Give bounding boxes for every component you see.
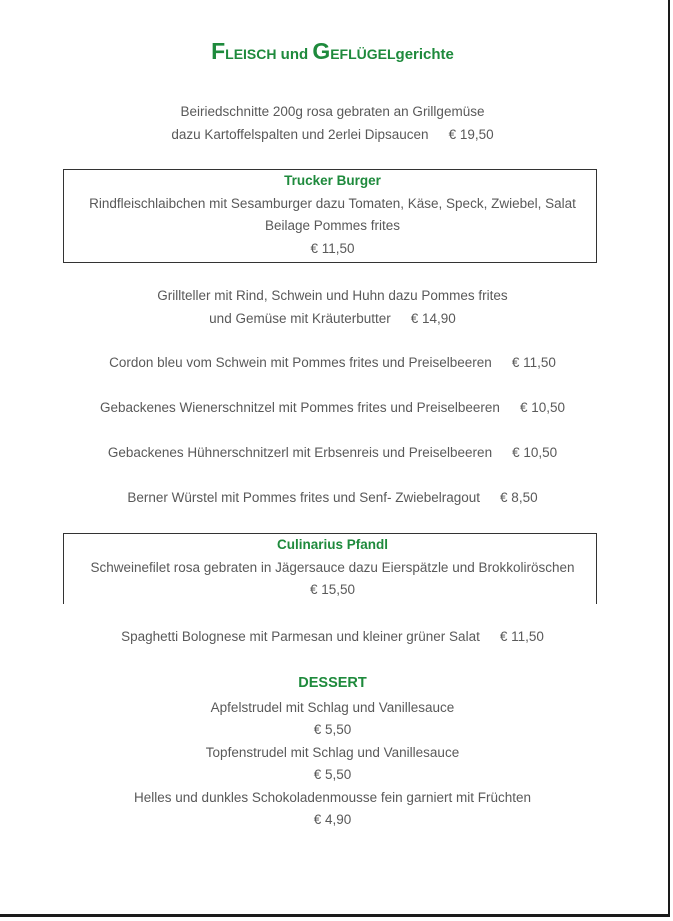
title-word-gefluegel: EFLÜGEL — [330, 46, 396, 62]
menu-item-spaghetti-bolognese — [0, 626, 665, 648]
title-initial-g: G — [312, 38, 331, 64]
menu-item-price: € 11,50 — [511, 355, 556, 370]
menu-item-text: Gebackenes Wienerschnitzel mit Pommes frites und Preiselbeeren — [100, 400, 500, 415]
dessert-item-schokoladenmousse: Helles und dunkles Schokoladenmousse fein garniert mit Früchten — [134, 790, 531, 805]
menu-item-price: € 8,50 — [500, 490, 538, 505]
menu-item-price: € 10,50 — [512, 445, 558, 460]
menu-item-text: Cordon bleu vom Schwein mit Pommes frites und Preiselbeeren — [109, 355, 492, 370]
menu-item-price: € 11,50 — [499, 629, 544, 644]
section-title-dessert: DESSERT — [298, 675, 367, 691]
menu-item-trucker-burger-price: € 11,50 — [310, 241, 355, 256]
menu-item-beiriedschnitte-line2 — [0, 124, 665, 146]
dessert-item-apfelstrudel: Apfelstrudel mit Schlag und Vanillesauce — [210, 700, 455, 715]
dessert-item-apfelstrudel-price: € 5,50 — [313, 722, 352, 737]
menu-item-grillteller-line1: Grillteller mit Rind, Schwein und Huhn dazu Pommes frites — [157, 288, 508, 303]
menu-item-grillteller-line2 — [0, 308, 665, 330]
dessert-item-schokoladenmousse-price: € 4,90 — [313, 812, 352, 827]
menu-item-text: und Gemüse mit Kräuterbutter — [209, 311, 391, 326]
menu-item-text: Spaghetti Bolognese mit Parmesan und kleiner grüner Salat — [121, 629, 480, 644]
title-word-fleisch: LEISCH — [225, 46, 277, 62]
menu-item-culinarius-pfandl-price: € 15,50 — [309, 582, 356, 597]
page-title — [0, 38, 665, 65]
menu-item-beiriedschnitte-line1: Beiriedschnitte 200g rosa gebraten an Grillgemüse — [180, 104, 485, 119]
title-word-gerichte: gerichte — [395, 46, 454, 63]
featured-title-trucker-burger: Trucker Burger — [284, 173, 381, 188]
featured-title-culinarius-pfandl: Culinarius Pfandl — [276, 537, 388, 552]
menu-item-trucker-burger-line1: Rindfleischlaibchen mit Sesamburger dazu Tomaten, Käse, Speck, Zwiebel, Salat — [89, 196, 576, 211]
menu-item-huehnerschnitzerl — [0, 442, 665, 464]
menu-item-price: € 10,50 — [519, 400, 565, 415]
menu-item-wienerschnitzel — [0, 397, 665, 419]
menu-item-cordon-bleu — [0, 352, 665, 374]
menu-item-price: € 19,50 — [448, 127, 494, 142]
menu-item-berner-wuerstel — [0, 487, 665, 509]
menu-item-price: € 14,90 — [410, 311, 456, 326]
menu-item-text: dazu Kartoffelspalten und 2erlei Dipsaucen — [171, 127, 429, 142]
menu-item-text: Gebackenes Hühnerschnitzerl mit Erbsenreis und Preiselbeeren — [107, 445, 493, 460]
menu-item-culinarius-pfandl-line1: Schweinefilet rosa gebraten in Jägersauce dazu Eierspätzle und Brokkoliröschen — [90, 560, 575, 575]
title-initial-f: F — [211, 38, 226, 64]
menu-item-text: Berner Würstel mit Pommes frites und Senf- Zwiebelragout — [127, 490, 481, 505]
dessert-item-topfenstrudel-price: € 5,50 — [313, 767, 352, 782]
title-connector: und — [276, 46, 313, 63]
dessert-item-topfenstrudel: Topfenstrudel mit Schlag und Vanillesauce — [205, 745, 460, 760]
menu-item-trucker-burger-line2: Beilage Pommes frites — [264, 218, 401, 233]
